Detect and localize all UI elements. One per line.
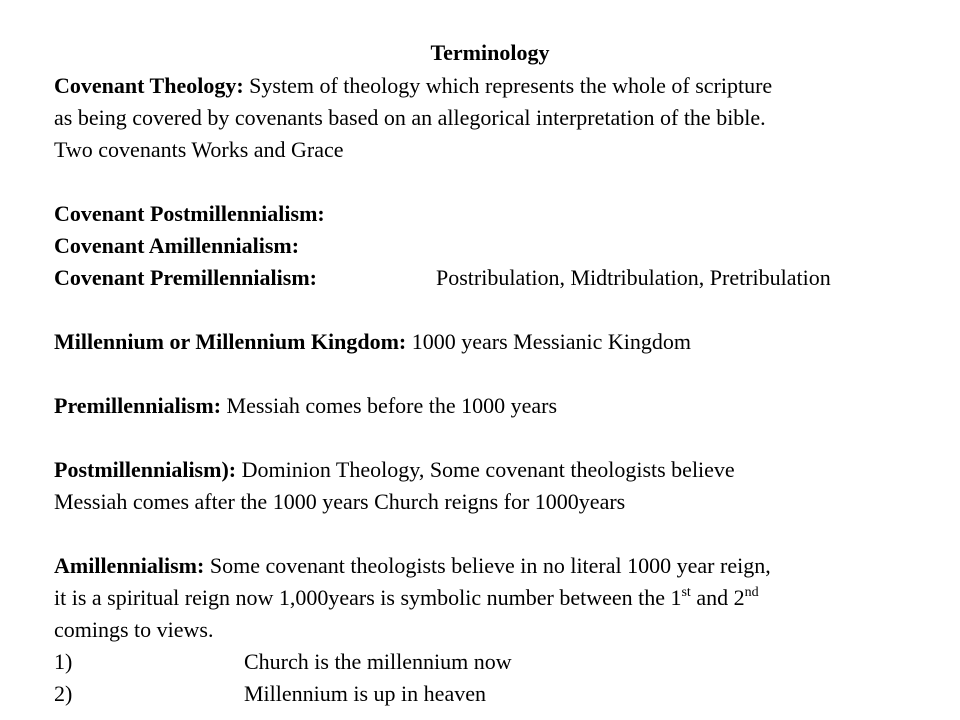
millennium-def: 1000 years Messianic Kingdom — [406, 329, 691, 354]
amillennialism-term: Amillennialism: — [54, 553, 205, 578]
covenant-theology-line-1 — [54, 70, 944, 102]
premillennialism-def: Messiah comes before the 1000 years — [221, 393, 558, 418]
covenant-theology-line-3: Two covenants Works and Grace — [54, 137, 344, 162]
covenant-postmillennialism-term: Covenant Postmillennialism: — [54, 201, 325, 226]
view-number: 2) — [54, 681, 73, 706]
postmillennialism-def: Dominion Theology, Some covenant theologists believe — [236, 457, 735, 482]
ordinal-nd: nd — [744, 585, 759, 600]
view-item-1 — [54, 646, 944, 678]
amillennialism-line-2 — [54, 582, 944, 614]
spacer — [54, 358, 944, 390]
amillennialism-text-b: and 2 — [690, 585, 745, 610]
postmillennialism-line-2: Messiah comes after the 1000 years Church reigns for 1000years — [54, 489, 626, 514]
covenant-amillennialism-term: Covenant Amillennialism: — [54, 233, 300, 258]
spacer — [54, 518, 944, 550]
premillennialism-line — [54, 390, 944, 422]
view-text: Church is the millennium now — [244, 649, 512, 674]
covenant-theology-def: System of theology which represents the whole of scripture — [243, 73, 773, 98]
spacer — [54, 422, 944, 454]
view-item-2 — [54, 678, 944, 710]
terminology-body — [54, 70, 944, 710]
amillennialism-def: Some covenant theologists believe in no literal 1000 year reign, — [204, 553, 771, 578]
covenant-premillennialism-line — [54, 262, 944, 294]
page-title: Terminology — [430, 40, 550, 65]
millennium-line — [54, 326, 944, 358]
amillennialism-text-a: it is a spiritual reign now 1,000years is symbolic number between the 1 — [54, 585, 682, 610]
covenant-theology-term: Covenant Theology: — [54, 73, 244, 98]
view-text: Millennium is up in heaven — [244, 681, 486, 706]
amillennialism-line-1 — [54, 550, 944, 582]
millennium-term: Millennium or Millennium Kingdom: — [54, 329, 407, 354]
postmillennialism-term: Postmillennialism): — [54, 457, 237, 482]
covenant-premillennialism-term: Covenant Premillennialism: — [54, 265, 317, 290]
spacer — [54, 166, 944, 198]
covenant-premillennialism-def: Postribulation, Midtribulation, Pretribulation — [436, 265, 831, 290]
postmillennialism-line-1 — [54, 454, 944, 486]
premillennialism-term: Premillennialism: — [54, 393, 222, 418]
amillennialism-line-3: comings to views. — [54, 617, 214, 642]
covenant-theology-line-2: as being covered by covenants based on an allegorical interpretation of the bible. — [54, 105, 766, 130]
ordinal-st: st — [681, 585, 691, 600]
view-number: 1) — [54, 649, 73, 674]
spacer — [54, 294, 944, 326]
